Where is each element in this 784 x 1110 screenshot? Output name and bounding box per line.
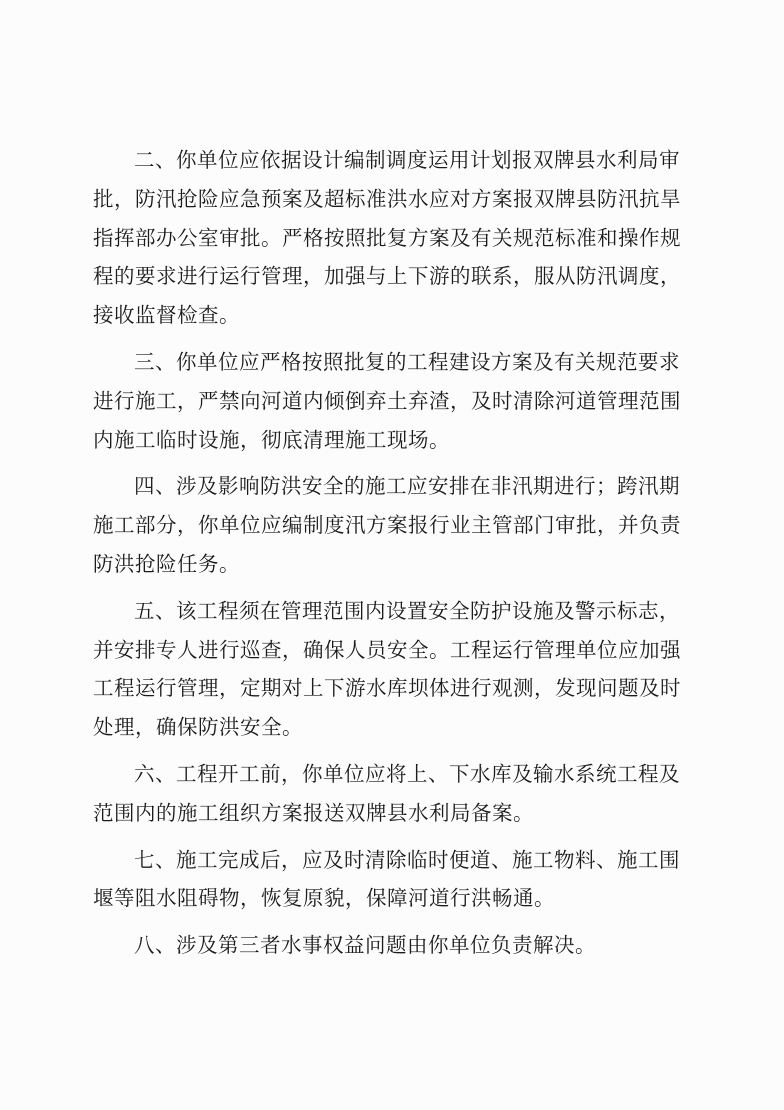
text-line: 七、施工完成后，应及时清除临时便道、施工物料、施工围: [134, 847, 680, 872]
text-line: 指挥部办公室审批。严格按照批复方案及有关规范标准和操作规: [93, 225, 681, 250]
text-line: 施工部分，你单位应编制度汛方案报行业主管部门审批，并负责: [93, 513, 681, 538]
paragraph-2: [93, 141, 702, 335]
text-line: 并安排专人进行巡查，确保人员安全。工程运行管理单位应加强: [93, 637, 681, 662]
text-line: 接收监督检查。: [93, 303, 240, 328]
text-line: 二、你单位应依据设计编制调度运用计划报双牌县水利局审: [134, 148, 680, 172]
text-line: 进行施工，严禁向河道内倾倒弃土弃渣，及时清除河道管理范围: [93, 388, 681, 413]
text-line: 处理，确保防洪安全。: [93, 715, 303, 740]
text-line: 五、该工程须在管理范围内设置安全防护设施及警示标志，: [134, 598, 680, 623]
text-line: 三、你单位应严格按照批复的工程建设方案及有关规范要求: [134, 349, 680, 374]
paragraph-8: [93, 926, 702, 965]
text-line: 防洪抢险任务。: [93, 551, 240, 576]
text-line: 程的要求进行运行管理，加强与上下游的联系，服从防汛调度，: [93, 264, 681, 289]
text-line: 批，防汛抢险应急预案及超标准洪水应对方案报双牌县防汛抗旱: [93, 186, 681, 211]
text-line: 八、涉及第三者水事权益问题由你单位负责解决。: [134, 933, 596, 958]
text-line: 四、涉及影响防洪安全的施工应安排在非汛期进行；跨汛期: [134, 474, 680, 499]
paragraph-3: [93, 343, 702, 459]
paragraph-5: [93, 592, 702, 747]
text-line: 范围内的施工组织方案报送双牌县水利局备案。: [93, 800, 534, 825]
text-line: 六、工程开工前，你单位应将上、下水库及输水系统工程及: [134, 761, 680, 786]
paragraph-6: [93, 755, 702, 833]
paragraph-4: [93, 467, 702, 583]
paragraph-7: [93, 841, 702, 919]
text-line: 内施工临时设施，彻底清理施工现场。: [93, 427, 450, 452]
text-line: 堰等阻水阻碍物，恢复原貌，保障河道行洪畅通。: [93, 886, 555, 911]
text-line: 工程运行管理，定期对上下游水库坝体进行观测，发现问题及时: [93, 676, 681, 701]
